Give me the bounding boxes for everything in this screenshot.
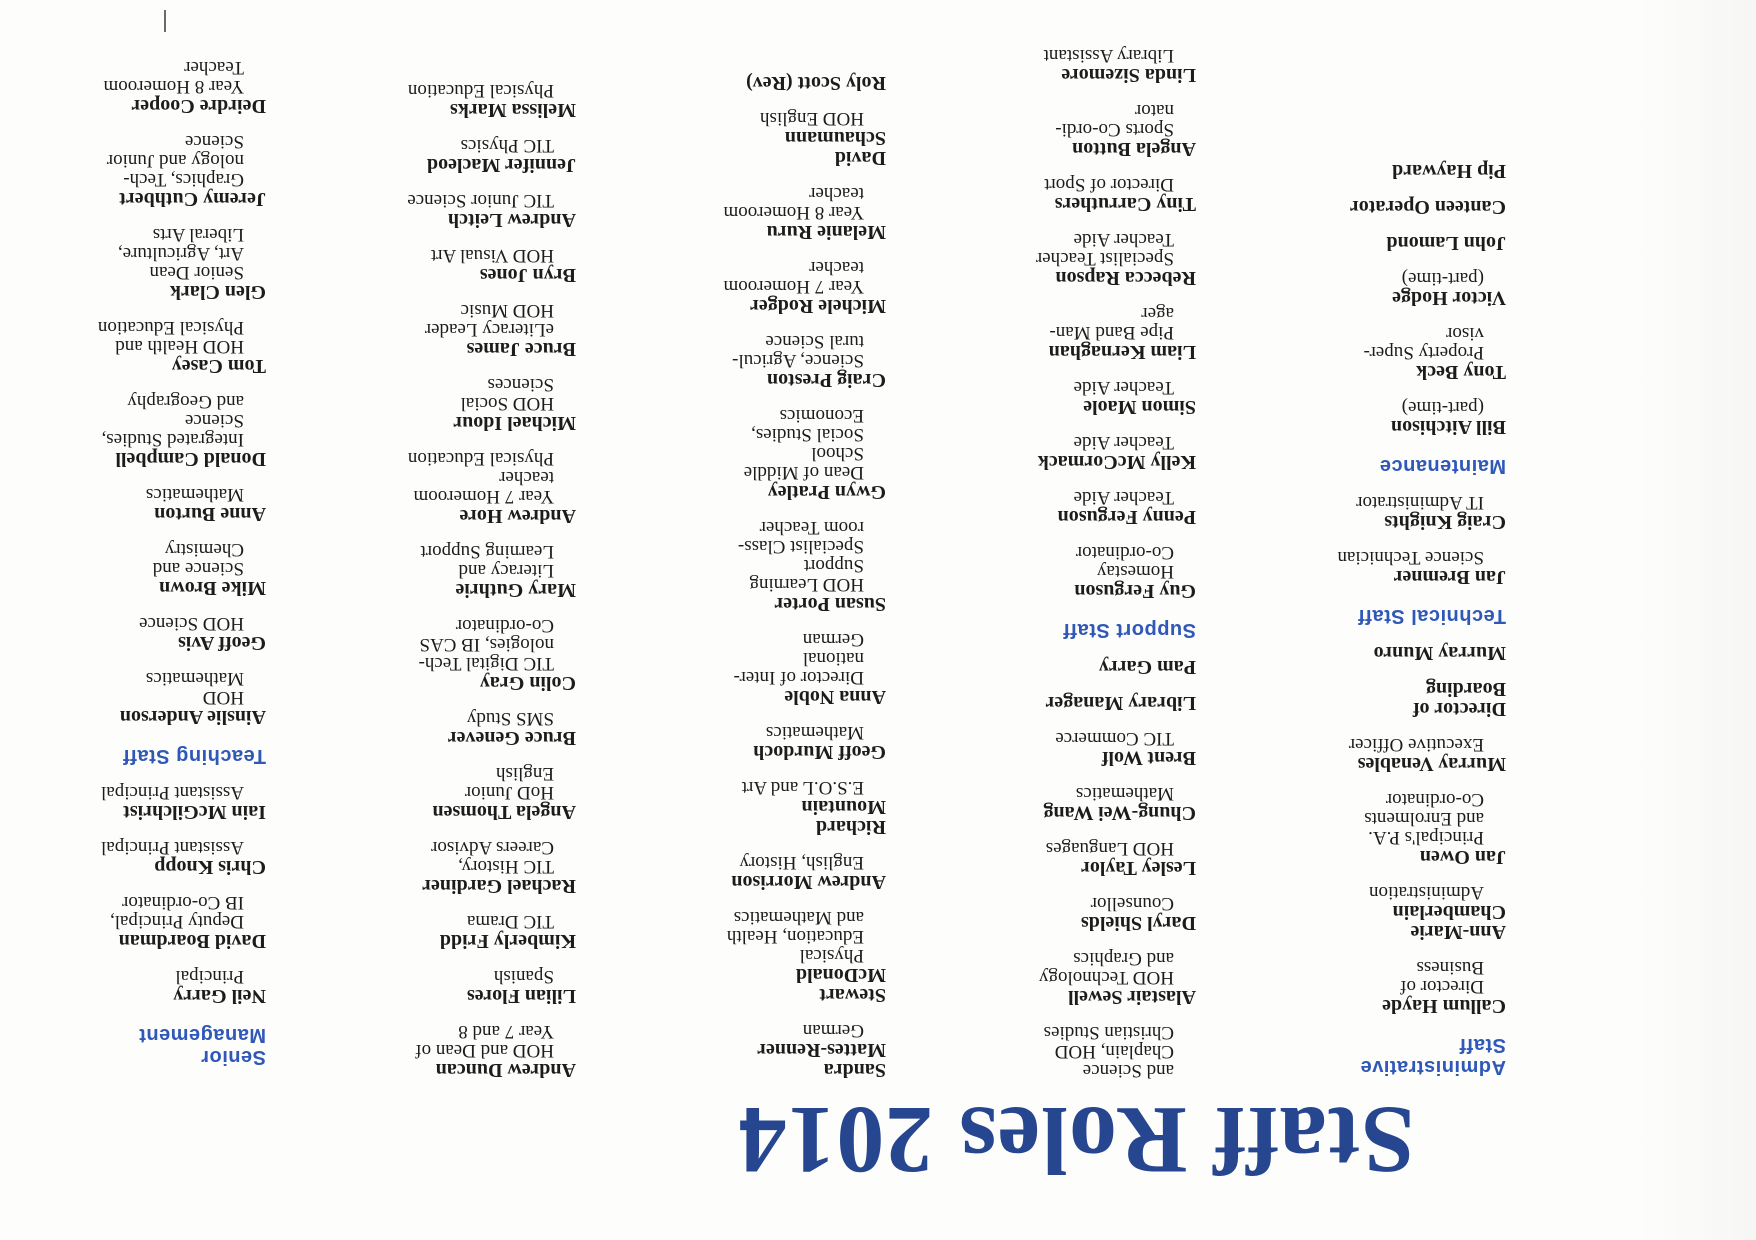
staff-role: Director of Sport [1044,174,1174,195]
staff-role: English, History [739,852,864,873]
staff-entry [906,1023,1196,1080]
staff-role: Physical Education, Health and Mathematics [726,907,864,966]
staff-role: Integrated Studies, Science and Geography [101,391,244,450]
staff-entry [0,225,266,302]
staff-entry [596,332,886,390]
staff-entry [286,1022,576,1080]
staff-role: Principal [175,966,244,987]
scan-shadow [1636,0,1756,1240]
staff-role: Teacher Aide [1073,487,1174,508]
staff-name: Neil Garry [173,985,266,1007]
staff-entry [1216,161,1506,181]
staff-role: IT Administrator [1356,492,1484,513]
staff-entry [286,375,576,433]
staff-entry [0,783,266,822]
staff-name: Bruce Genever [447,727,576,749]
staff-role: HOD and Dean of Year 7 and 8 [415,1021,554,1061]
staff-name: Brent Wolf [1101,747,1196,769]
staff-name: Donald Campbell [115,448,266,470]
staff-entry [1216,269,1506,308]
section-heading: Administrative Staff [1360,1034,1506,1078]
staff-name: Tony Beck [1416,361,1506,383]
staff-name: Susan Porter [774,593,886,615]
staff-role: Teacher Aide [1073,432,1174,453]
staff-entry [596,518,886,614]
staff-role: E.S.O.L and Art [741,777,864,798]
staff-entry [906,378,1196,417]
staff-name: Mike Brown [159,577,266,599]
staff-name: Bill Aitchison [1390,416,1506,438]
staff-name: Geoff Murdoch [753,741,886,763]
staff-entry [596,258,886,316]
staff-entry [596,184,886,242]
staff-entry [906,433,1196,472]
staff-name: Andrew Morrison [731,871,886,893]
staff-entry [286,136,576,175]
staff-role: Dean of Middle School Social Studies, Economics [743,405,864,483]
staff-name: Richard Mountain [801,796,886,838]
staff-name: Anna Noble [784,686,886,708]
staff-name: Ann-Marie Chamberlain [1392,901,1506,943]
staff-role: Property Super- visor [1363,323,1484,363]
column-1 [0,10,266,1070]
staff-entry [0,669,266,727]
staff-entry [286,616,576,693]
staff-name: Bruce James [466,338,576,360]
staff-name: Jan Bremner [1393,566,1506,588]
staff-name: Melissa Marks [449,99,576,121]
staff-name: Deirdre Cooper [131,95,266,117]
staff-entry [0,967,266,1006]
column-5 [1216,20,1506,1080]
staff-entry [906,784,1196,823]
staff-entry [0,392,266,469]
staff-name: Pam Garry [1098,656,1196,678]
staff-entry [0,838,266,877]
staff-entry [906,230,1196,288]
staff-name: Chris Knopp [154,856,266,878]
staff-name: Melanie Ruru [766,221,886,243]
staff-role: HOD Technology and Graphics [1039,948,1174,988]
staff-name: Murray Munro [1373,642,1506,664]
staff-role: TIC Commerce [1055,728,1174,749]
staff-entry [0,58,266,116]
staff-role: Literacy and Learning Support [420,541,554,581]
column-2 [286,20,576,1080]
staff-role: HOD Mathematics [145,668,244,708]
staff-role: HOD Social Sciences [460,374,554,414]
section-heading: Senior Management [138,1024,266,1068]
staff-role: Homestay Co-ordinator [1075,542,1174,582]
staff-entry [596,109,886,168]
staff-entry [286,246,576,285]
staff-name: Angela Button [1072,138,1196,160]
staff-entry [906,949,1196,1007]
staff-entry [596,723,886,762]
staff-entry [286,709,576,748]
staff-entry [906,729,1196,768]
staff-role: Assistant Principal [100,837,244,858]
staff-role: Pipe Band Man- ager [1049,303,1174,343]
staff-entry [286,967,576,1006]
staff-name: Michele Rodger [749,295,886,317]
staff-entry [1216,233,1506,253]
staff-role: Mathematics [145,484,244,505]
staff-role: Graphics, Tech- nology and Junior Science [106,131,244,190]
staff-name: Glen Clark [169,281,266,303]
staff-role: Assistant Principal [100,782,244,803]
staff-role: Year 7 Homeroom teacher Physical Education [407,448,554,507]
staff-role: Teacher Aide [1073,377,1174,398]
staff-role: Year 7 Homeroom teacher [723,257,864,297]
staff-name: Lilian Flores [466,985,576,1007]
staff-name: Rachael Gardiner [422,875,576,897]
staff-entry [596,406,886,502]
staff-role: HOD Learning Support Specialist Class- room Teacher [737,517,864,595]
staff-role: Director of Business [1400,957,1484,997]
staff-entry [906,543,1196,601]
staff-entry [906,101,1196,159]
staff-name: Simon Maole [1083,396,1196,418]
staff-role: Deputy Principal, IB Co-ordinator [109,892,244,932]
staff-name: Director of Boarding [1412,678,1506,720]
staff-role: and Science Chaplain, HOD Christian Studies [1043,1022,1174,1081]
staff-entry [286,764,576,822]
staff-name: Andrew Hore [459,505,576,527]
staff-name: Rebecca Rapson [1055,267,1196,289]
staff-role: Physical Education [407,80,554,101]
staff-entry [0,540,266,598]
staff-name: Andrew Leitch [448,209,576,231]
staff-name: Iain McGilchrist [123,801,266,823]
staff-role: Senior Dean Art, Agriculture, Liberal Arts [117,224,244,283]
staff-name: Craig Preston [766,369,886,391]
staff-name: Sandra Mattes-Renner [757,1039,886,1081]
staff-role: Director of Inter- national German [733,629,864,688]
staff-name: Library Manager [1045,692,1196,714]
staff-role: Sports Co-ordi- nator [1055,100,1174,140]
staff-name: Alastair Sewell [1068,986,1196,1008]
staff-name: Pip Hayward [1392,160,1506,182]
staff-name: Murray Venables [1357,753,1506,775]
staff-entry [1216,790,1506,867]
staff-entry [1216,324,1506,382]
staff-entry [1216,548,1506,587]
staff-role: SMS Study [466,708,554,729]
staff-entry [596,853,886,892]
staff-role: HoD Junior English [464,763,554,803]
staff-role: Mathematics [765,722,864,743]
staff-entry [286,449,576,526]
staff-entry [286,542,576,600]
staff-entry [1216,735,1506,774]
staff-entry [1216,679,1506,719]
staff-role: Administration [1368,882,1484,903]
staff-name: Lesley Taylor [1080,857,1196,879]
staff-entry [906,657,1196,677]
staff-entry [906,839,1196,878]
staff-name: Stewart McDonald [796,964,886,1006]
staff-entry [1216,197,1506,217]
section-heading: Maintenance [1379,455,1506,477]
staff-role: TIC Drama [466,911,554,932]
column-3 [596,20,886,1080]
staff-name: Andrew Duncan [435,1059,576,1081]
staff-role: HOD Languages [1045,838,1174,859]
staff-role: TIC Digital Tech- nologies, IB CAS Co-ordinator [418,615,554,674]
staff-name: Jeremy Cuthbert [119,188,266,210]
staff-entry [286,912,576,951]
staff-entry [596,908,886,1005]
staff-name: Kelly McCormack [1037,451,1196,473]
staff-role: Specialist Teacher Teacher Aide [1035,229,1174,269]
staff-entry [1216,958,1506,1016]
staff-name: Jan Owen [1419,846,1506,868]
staff-name: Geoff Avis [178,632,266,654]
staff-name: Linda Sizemore [1061,64,1196,86]
staff-name: David Boardman [118,930,266,952]
staff-name: Anne Burton [154,503,266,525]
staff-entry [906,488,1196,527]
column-4 [906,20,1196,1080]
staff-name: Callum Hayde [1382,995,1506,1017]
staff-entry [906,693,1196,713]
staff-name: David Schaumann [784,127,886,169]
staff-name: Penny Ferguson [1057,506,1196,528]
staff-role: Year 8 Homeroom teacher [723,183,864,223]
staff-name: Victor Hodge [1392,287,1506,309]
staff-name: Mary Guthrie [455,579,576,601]
staff-entry [906,894,1196,933]
staff-entry [286,838,576,896]
section-heading: Teaching Staff [122,745,266,767]
staff-entry [1216,643,1506,663]
staff-role: (part-time) [1401,397,1484,418]
staff-name: Michael Idour [453,412,576,434]
staff-name: Angela Thomsen [432,801,576,823]
staff-name: John Lamond [1386,232,1506,254]
staff-role: Counsellor [1090,893,1174,914]
staff-entry [596,630,886,707]
staff-entry [596,73,886,93]
staff-entry [906,175,1196,214]
page-title: Staff Roles 2014 [737,1087,1415,1194]
staff-role: Science and Chemistry [152,539,244,579]
staff-entry [0,132,266,209]
staff-name: Tom Casey [171,355,266,377]
staff-name: Craig Knights [1384,511,1506,533]
staff-entry [0,614,266,653]
staff-role: Spanish [493,966,554,987]
staff-entry [0,485,266,524]
staff-entry [286,81,576,120]
staff-name: Chung-Wei Wang [1043,802,1196,824]
staff-name: Daryl Shields [1080,912,1196,934]
staff-name: Jennifer Macleod [426,154,576,176]
staff-name: Bryn Jones [479,264,576,286]
staff-entry [906,304,1196,362]
staff-entry [596,1021,886,1080]
staff-entry [906,46,1196,85]
staff-name: Liam Kernaghan [1048,341,1196,363]
staff-name: Gwyn Pratley [767,481,886,503]
staff-role: HOD Science [139,613,244,634]
staff-name: Kimberly Fridd [439,930,576,952]
staff-role: eLiteracy Leader HOD Music [424,300,554,340]
staff-role: TIC History, Careers Advisor [431,837,554,877]
staff-role: HOD Health and Physical Education [97,317,244,357]
section-heading: Support Staff [1062,619,1196,641]
staff-role: HOD English [760,108,864,129]
staff-entry [286,301,576,359]
section-heading: Technical Staff [1357,605,1506,627]
staff-entry [1216,883,1506,942]
staff-role: HOD Visual Art [430,245,554,266]
staff-role: Science Technician [1337,547,1484,568]
staff-name: Ainslie Anderson [119,706,266,728]
staff-role: TIC Physics [460,135,554,156]
staff-role: Principal's P.A. and Enrolments Co-ordinator [1364,789,1484,848]
staff-name: Tiny Carruthers [1054,193,1196,215]
staff-name: Colin Gray [479,672,576,694]
staff-role: Library Assistant [1043,45,1174,66]
staff-role: Executive Officer [1348,734,1484,755]
staff-role: Science, Agricul- tural Science [732,331,864,371]
staff-entry [596,778,886,837]
staff-entry [1216,493,1506,532]
staff-name: Canteen Operator [1349,196,1506,218]
staff-entry [0,893,266,951]
staff-name: Guy Ferguson [1074,580,1196,602]
staff-entry [286,191,576,230]
staff-role: Mathematics [1075,783,1174,804]
staff-entry [0,318,266,376]
staff-role: TIC Junior Science [407,190,554,211]
staff-entry [1216,398,1506,437]
staff-role: (part-time) [1401,268,1484,289]
staff-role: Year 8 Homeroom Teacher [103,57,244,97]
staff-role: German [802,1020,864,1041]
staff-name: Roly Scott (Rev) [746,72,886,94]
